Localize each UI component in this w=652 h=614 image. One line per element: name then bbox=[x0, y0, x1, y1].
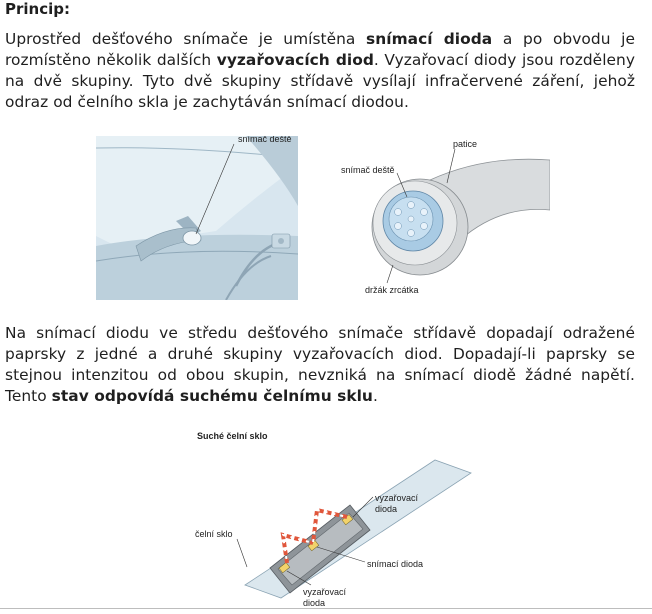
text: . Vyzařovací diody jsou rozděleny na dvě skupiny. Tyto dvě skupiny střídavě vysílají infračervené záření, jehož odraz od čelního skla je zachytáván snímací diodou. bbox=[5, 51, 635, 111]
figure-title: Suché čelní sklo bbox=[197, 431, 268, 441]
label-mirror-holder: držák zrcátka bbox=[365, 285, 419, 295]
paragraph-principle bbox=[5, 29, 635, 113]
label-receiver-diode: snímací dioda bbox=[367, 559, 424, 569]
figure-car-interior bbox=[96, 136, 298, 300]
paragraph-dry-windshield bbox=[5, 323, 635, 407]
section-heading: Princip: bbox=[5, 0, 70, 18]
label-rain-sensor: snímač deště bbox=[238, 136, 292, 144]
bold-term-emitter-diodes: vyzařovacích diod bbox=[216, 51, 374, 69]
label-windshield: čelní sklo bbox=[195, 529, 233, 539]
text: . bbox=[372, 387, 378, 405]
label-emitter-bottom-line1: vyzařovací bbox=[303, 587, 347, 597]
label-emitter-top-line1: vyzařovací bbox=[375, 493, 419, 503]
text: Uprostřed dešťového snímače je umístěna bbox=[5, 30, 367, 48]
text: Na snímací diodu ve středu dešťového snímače střídavě dopadají odražené paprsky z jedné a druhé skupiny vyzařovacích diod. Dopadají-li paprsky se stejnou intenzitou od obou skupin, nevzniká na snímací diodě žádné napětí. Tento bbox=[5, 324, 635, 405]
bold-term-receiver-diode: snímací dioda bbox=[366, 30, 493, 48]
bold-term-dry-state: stav odpovídá suchému čelnímu sklu bbox=[51, 387, 373, 405]
label-emitter-top-line2: dioda bbox=[375, 504, 398, 514]
bottom-divider bbox=[0, 608, 652, 609]
figure-sensor-closeup bbox=[335, 135, 550, 300]
label-rain-sensor: snímač deště bbox=[341, 165, 395, 175]
label-socket: patice bbox=[453, 139, 478, 149]
figure-dry-windshield bbox=[175, 425, 600, 610]
label-emitter-bottom-line2: dioda bbox=[303, 598, 326, 608]
text: a po obvodu je rozmístěno několik dalších bbox=[5, 30, 635, 69]
